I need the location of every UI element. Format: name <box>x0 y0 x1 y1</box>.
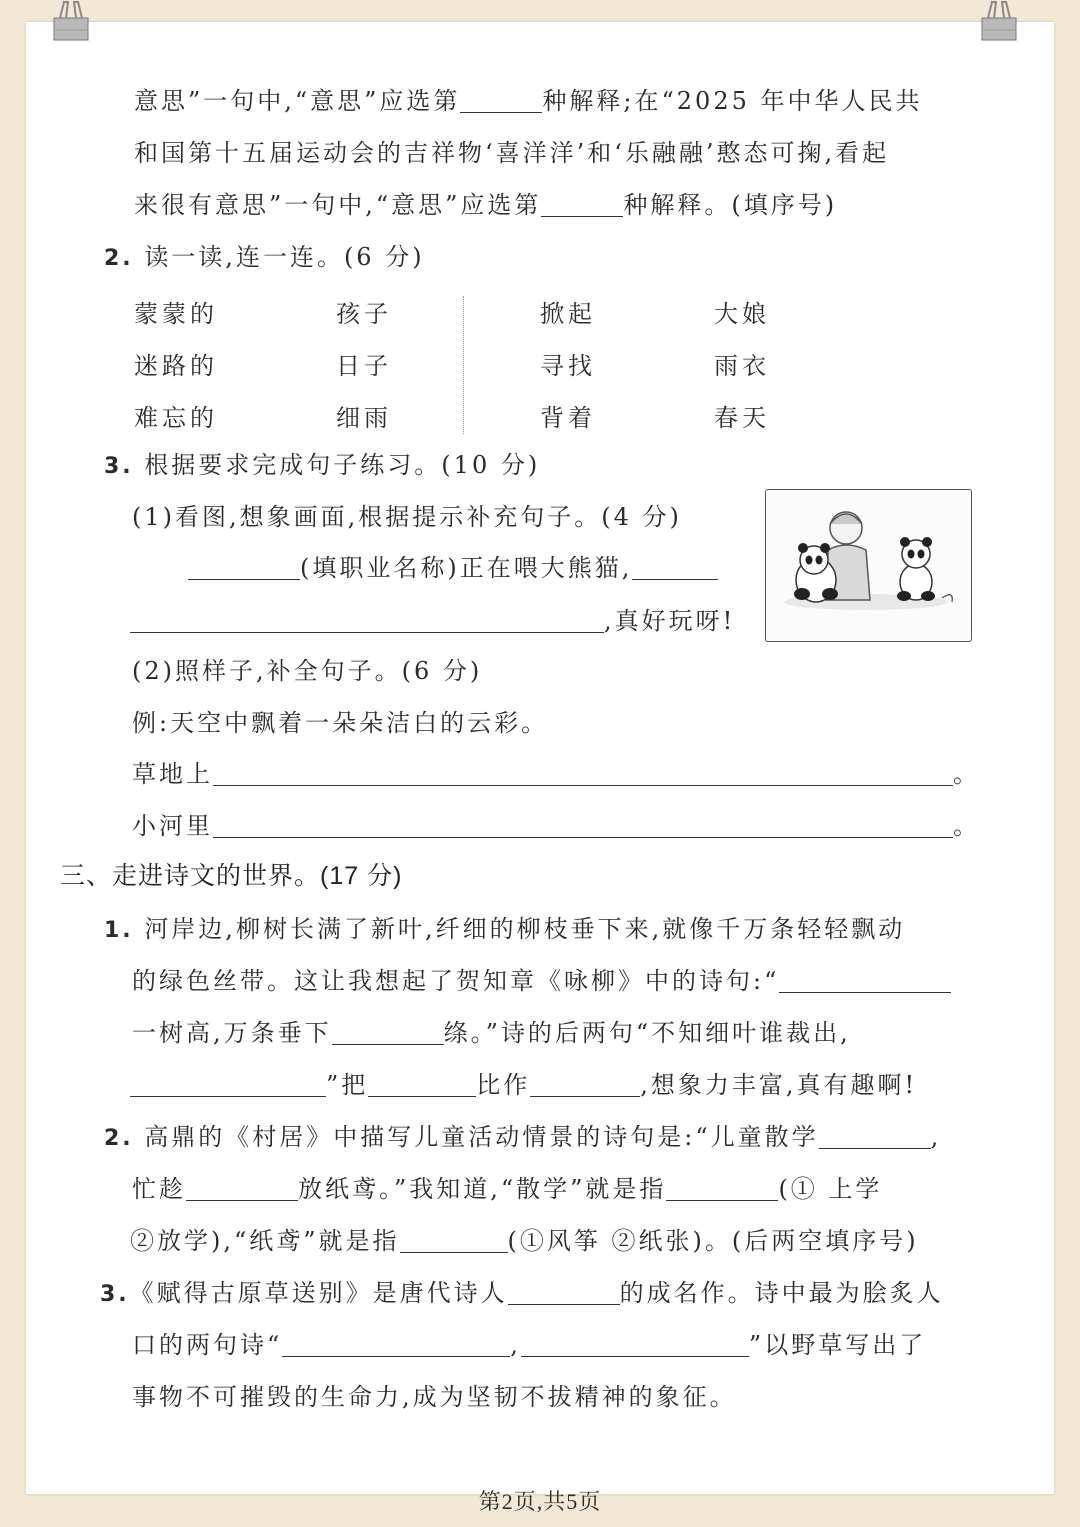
s3-q2-line-3: ②放学),“纸鸢”就是指 (①风筝 ②纸张)。(后两空填序号) <box>130 1227 919 1255</box>
answer-blank[interactable] <box>541 194 623 217</box>
s3-q1-line-3: 一树高,万条垂下 绦。”诗的后两句“不知细叶谁裁出, <box>132 1019 851 1047</box>
s3-q1-line-2: 的绿色丝带。这让我想起了贺知章《咏柳》中的诗句:“ <box>132 966 951 996</box>
match-right-word[interactable]: 孩子 <box>336 300 392 328</box>
answer-blank[interactable] <box>130 610 604 633</box>
match-left-word[interactable]: 背着 <box>540 404 596 432</box>
answer-blank[interactable] <box>521 1334 749 1357</box>
match-right-word[interactable]: 日子 <box>336 352 392 380</box>
question-3-title: 3. 根据要求完成句子练习。(10 分) <box>104 451 541 479</box>
q3-example-sentence: 例:天空中飘着一朵朵洁白的云彩。 <box>132 709 549 737</box>
q3-sub1-prompt: (1)看图,想象画面,根据提示补充句子。(4 分) <box>132 503 682 531</box>
q1-line-3: 来很有意思”一句中,“意思”应选第 种解释。(填序号) <box>134 191 838 219</box>
s3-q1-line-4: ”把 比作 ,想象力丰富,真有趣啊! <box>130 1070 917 1100</box>
page-number: 第2页,共5页 <box>478 1489 602 1514</box>
answer-blank[interactable] <box>400 1230 508 1253</box>
answer-blank[interactable] <box>819 1126 931 1149</box>
binder-clip-icon <box>50 0 92 44</box>
q3-fill-line-1: 草地上 。 <box>132 760 980 788</box>
section-3-title: 三、走进诗文的世界。(17 分) <box>60 862 403 890</box>
q1-line-1: 意思”一句中,“意思”应选第 种解释;在“2025 年中华人民共 <box>134 87 923 115</box>
answer-blank[interactable] <box>332 1022 444 1045</box>
answer-blank[interactable] <box>779 970 951 993</box>
answer-blank[interactable] <box>530 1074 640 1097</box>
zookeeper-feeding-panda-illustration <box>765 489 972 642</box>
question-2-title: 2. 读一读,连一连。(6 分) <box>104 243 425 271</box>
s3-q3-line-3: 事物不可摧毁的生命力,成为坚韧不拔精神的象征。 <box>132 1383 737 1411</box>
s3-q2-line-1: 2. 高鼎的《村居》中描写儿童活动情景的诗句是:“儿童散学 , <box>104 1123 942 1151</box>
column-divider <box>463 296 464 434</box>
q3-sub2-prompt: (2)照样子,补全句子。(6 分) <box>132 657 483 685</box>
match-right-word[interactable]: 雨衣 <box>714 352 770 380</box>
q1-line-2: 和国第十五届运动会的吉祥物‘喜洋洋’和‘乐融融’憨态可掬,看起 <box>134 139 890 167</box>
answer-blank[interactable] <box>130 1074 326 1097</box>
s3-q2-line-2: 忙趁 放纸鸢。”我知道,“散学”就是指 (① 上学 <box>132 1175 883 1203</box>
match-left-word[interactable]: 难忘的 <box>134 404 218 432</box>
answer-blank[interactable] <box>460 90 542 113</box>
answer-blank[interactable] <box>508 1282 620 1305</box>
match-left-word[interactable]: 迷路的 <box>134 352 218 380</box>
q3-fill-line-2: 小河里 。 <box>132 812 980 840</box>
answer-blank[interactable] <box>282 1334 510 1357</box>
answer-blank[interactable] <box>632 557 718 580</box>
s3-q3-line-2: 口的两句诗“ , ”以野草写出了 <box>132 1331 927 1359</box>
match-left-word[interactable]: 蒙蒙的 <box>134 300 218 328</box>
match-right-word[interactable]: 春天 <box>714 404 770 432</box>
match-left-word[interactable]: 寻找 <box>540 352 596 380</box>
answer-blank[interactable] <box>368 1074 476 1097</box>
match-right-word[interactable]: 大娘 <box>714 300 770 328</box>
answer-blank[interactable] <box>213 815 953 838</box>
s3-q1-line-1: 1. 河岸边,柳树长满了新叶,纤细的柳枝垂下来,就像千万条轻轻飘动 <box>104 915 906 943</box>
q3-sub1-line-1: (填职业名称)正在喂大熊猫, <box>188 553 718 583</box>
q3-sub1-line-2: ,真好玩呀! <box>130 606 735 636</box>
answer-blank[interactable] <box>186 1178 298 1201</box>
match-left-word[interactable]: 掀起 <box>540 300 596 328</box>
match-right-word[interactable]: 细雨 <box>336 404 392 432</box>
answer-blank[interactable] <box>188 557 300 580</box>
binder-clip-icon <box>978 0 1020 44</box>
answer-blank[interactable] <box>213 763 953 786</box>
answer-blank[interactable] <box>666 1178 778 1201</box>
s3-q3-line-1: 3.《赋得古原草送别》是唐代诗人 的成名作。诗中最为脍炙人 <box>100 1279 944 1307</box>
